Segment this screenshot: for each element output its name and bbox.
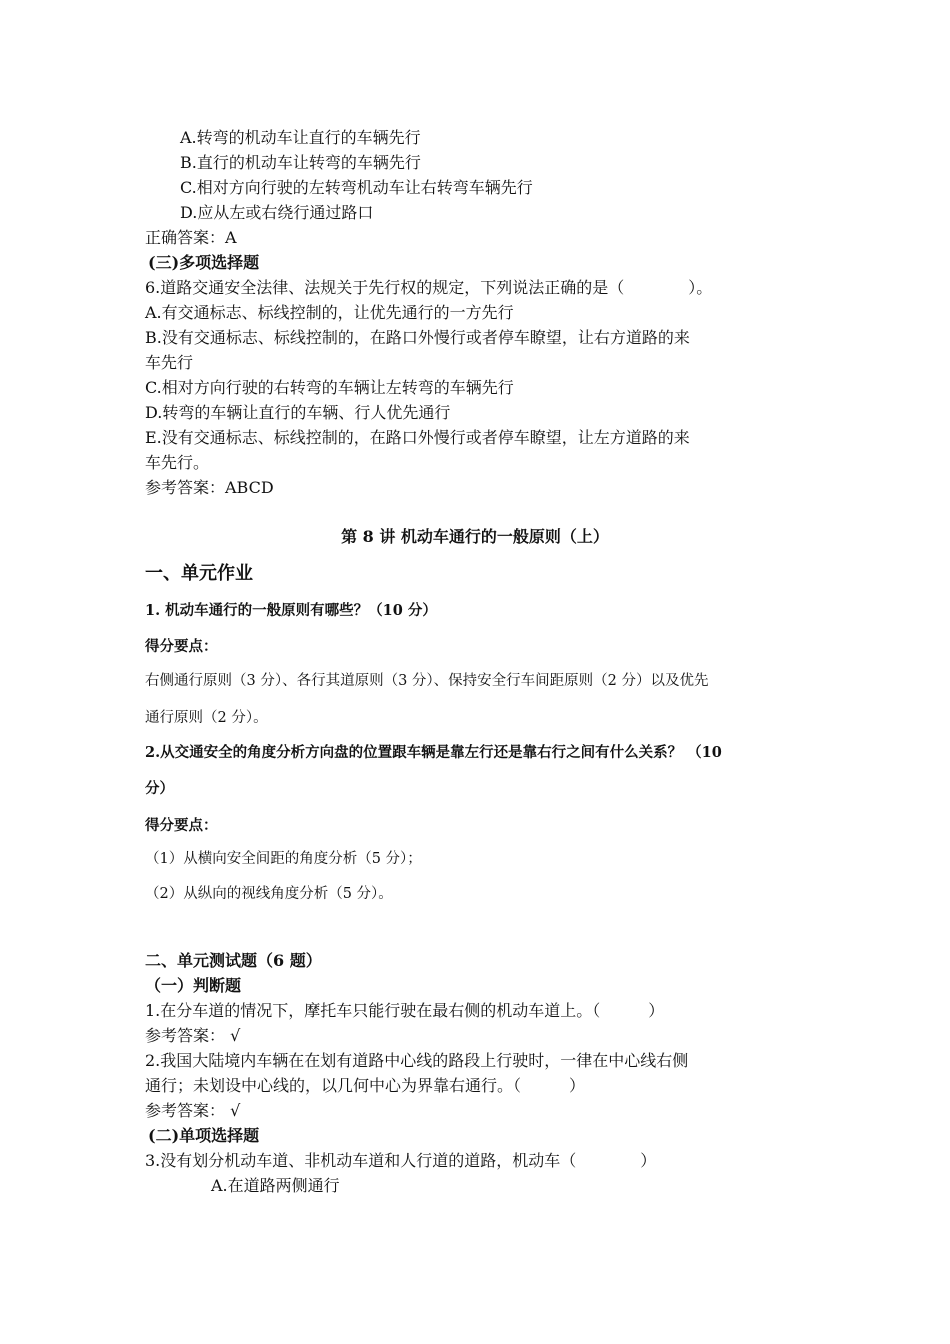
option-b: B.直行的机动车让转弯的车辆先行 [180,153,421,172]
option-d: D.应从左或右绕行通过路口 [180,203,374,222]
question-6-stem: 6.道路交通安全法律、法规关于先行权的规定，下列说法正确的是（ ）。 [145,278,713,297]
homework-q2-point-2: （2）从纵向的视线角度分析（5 分）。 [145,886,393,902]
q6-option-e-line2: 车先行。 [145,453,210,472]
test-question-2-line2: 通行；未划设中心线的，以几何中心为界靠右通行。（ ） [145,1076,586,1095]
q6-option-b-line1: B.没有交通标志、标线控制的，在路口外慢行或者停车瞭望，让右方道路的来 [145,328,690,347]
q6-reference-answer: 参考答案：ABCD [145,478,274,497]
section-heading-unit-test: 二、单元测试题（6 题） [145,951,322,970]
section-heading-single-choice: (二)单项选择题 [148,1126,260,1145]
test-question-2-line1: 2.我国大陆境内车辆在在划有道路中心线的路段上行驶时，一律在中心线右侧 [145,1051,689,1070]
q6-option-a: A.有交通标志、标线控制的，让优先通行的一方先行 [145,303,514,322]
correct-answer: 正确答案：A [145,228,237,247]
test-q2-answer: 参考答案： √ [145,1101,241,1120]
option-a: A.转弯的机动车让直行的车辆先行 [180,128,421,147]
test-question-3: 3.没有划分机动车道、非机动车道和人行道的道路，机动车（ ） [145,1151,657,1170]
homework-question-2-line1: 2.从交通安全的角度分析方向盘的位置跟车辆是靠左行还是靠右行之间有什么关系？ （10 [145,744,722,761]
lecture-title: 第 8 讲 机动车通行的一般原则（上） [341,527,609,546]
q6-option-c: C.相对方向行驶的右转弯的车辆让左转弯的车辆先行 [145,378,514,397]
homework-q1-points-line2: 通行原则（2 分）。 [145,710,268,726]
homework-q2-points-label: 得分要点： [145,817,218,834]
q6-option-d: D.转弯的车辆让直行的车辆、行人优先通行 [145,403,451,422]
section-heading-homework: 一、单元作业 [145,563,253,584]
section-heading-judgement: （一）判断题 [145,976,242,995]
homework-q1-points-label: 得分要点： [145,638,218,655]
homework-question-1: 1. 机动车通行的一般原则有哪些？（10 分） [145,602,437,619]
q6-option-e-line1: E.没有交通标志、标线控制的，在路口外慢行或者停车瞭望，让左方道路的来 [145,428,690,447]
q6-option-b-line2: 车先行 [145,353,194,372]
homework-q1-points-line1: 右侧通行原则（3 分）、各行其道原则（3 分）、保持安全行车间距原则（2 分）以及优先 [145,673,709,689]
homework-question-2-line2: 分） [145,780,174,797]
test-q1-answer: 参考答案： √ [145,1026,241,1045]
test-question-1: 1.在分车道的情况下，摩托车只能行驶在最右侧的机动车道上。（ ） [145,1001,665,1020]
section-heading-multi-choice: (三)多项选择题 [148,253,260,272]
test-q3-option-a: A.在道路两侧通行 [211,1176,340,1195]
option-c: C.相对方向行驶的左转弯机动车让右转弯车辆先行 [180,178,533,197]
homework-q2-point-1: （1）从横向安全间距的角度分析（5 分）； [145,851,422,867]
